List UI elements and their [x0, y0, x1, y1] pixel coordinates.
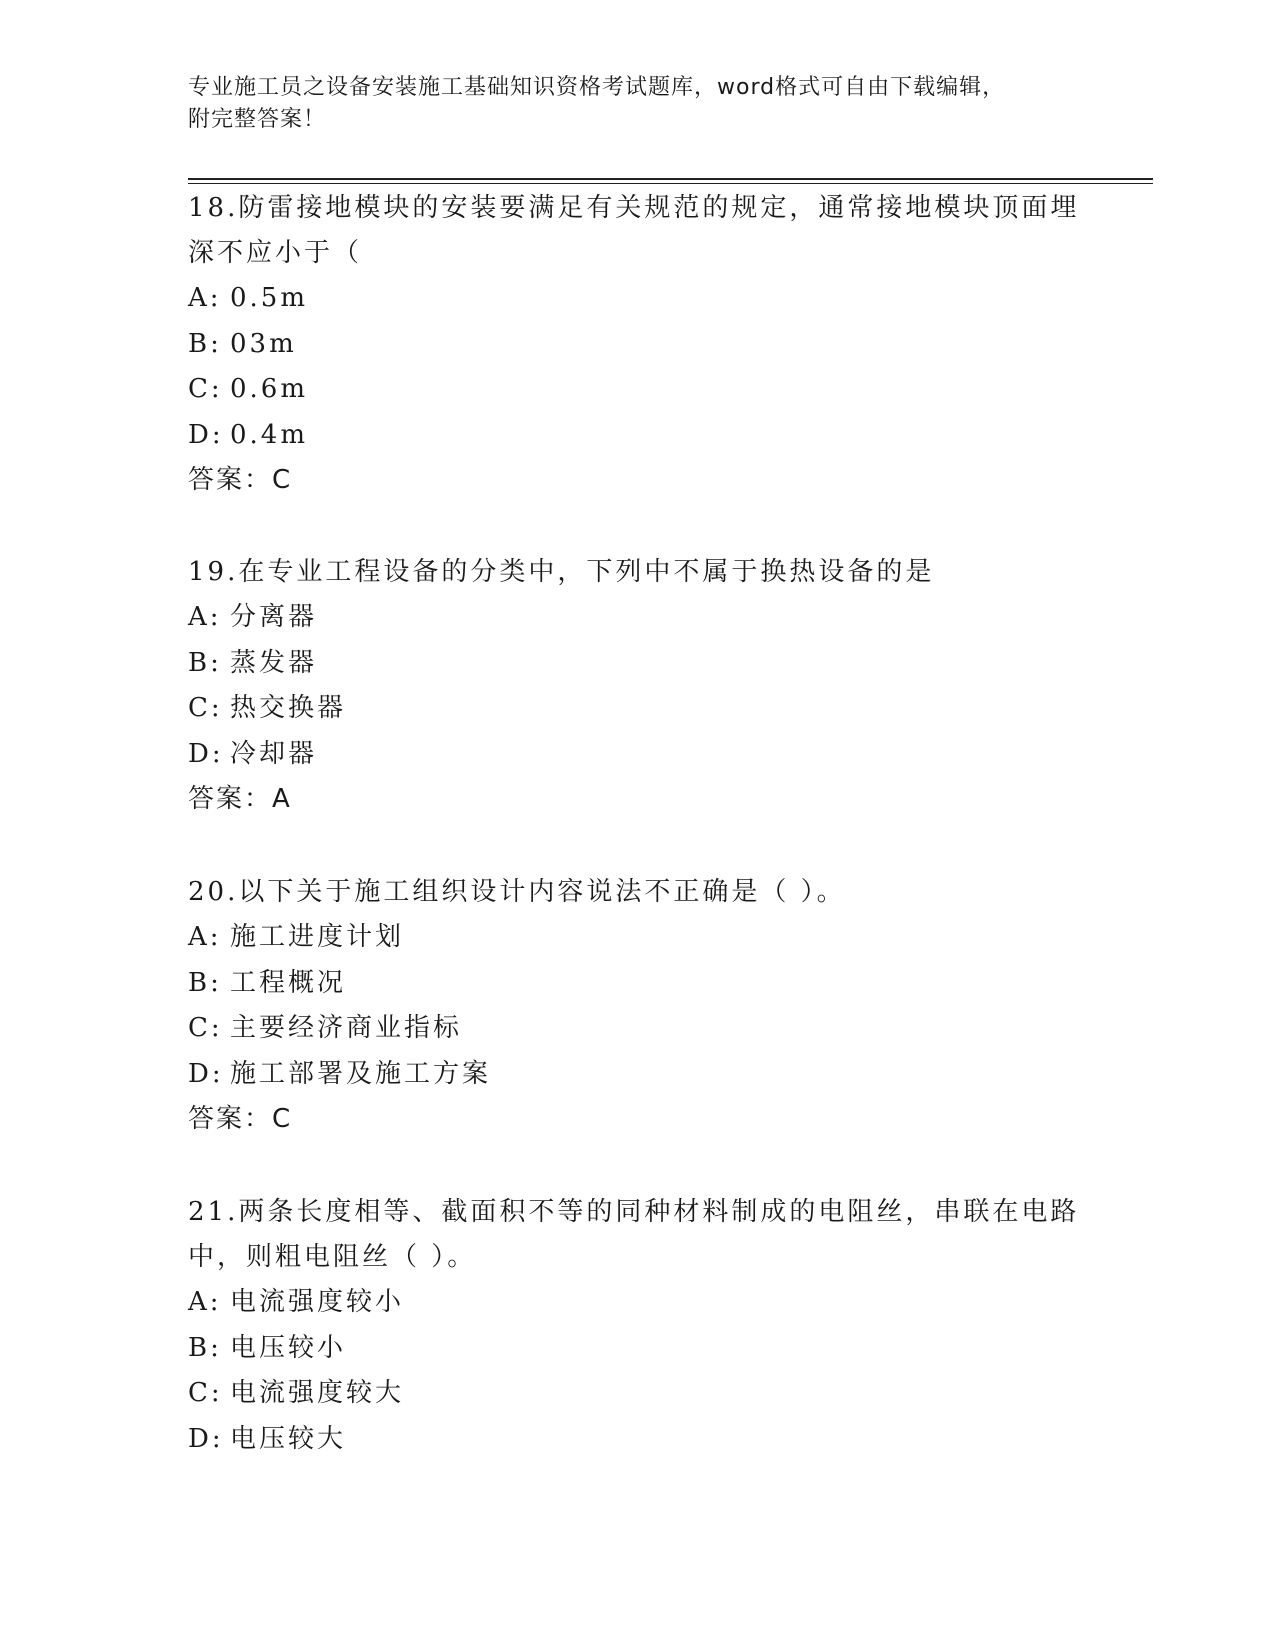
option-key: D: [188, 1058, 224, 1089]
option-b [188, 322, 1088, 368]
option-key: A: [188, 922, 222, 952]
option-key: B: [188, 647, 222, 678]
option-text: 施工进度计划 [230, 922, 405, 952]
question-19 [188, 550, 1088, 821]
header-line-1: 专业施工员之设备安装施工基础知识资格考试题库，word格式可自由下载编辑， [188, 75, 1006, 100]
document-header [188, 72, 1088, 136]
option-b [188, 641, 1088, 687]
option-b [188, 961, 1088, 1007]
option-text: 主要经济商业指标 [230, 1013, 463, 1043]
question-text-line: 中，则粗电阻丝（ ）。 [188, 1242, 477, 1272]
question-text-line: 20.以下关于施工组织设计内容说法不正确是（ ）。 [188, 877, 846, 907]
option-key: C: [188, 374, 223, 404]
option-a [188, 1280, 1088, 1326]
option-key: B: [188, 1332, 222, 1363]
option-key: D: [188, 419, 224, 450]
option-text: 蒸发器 [230, 647, 318, 678]
option-key: D: [188, 1423, 224, 1454]
option-text: 0.5m [230, 283, 309, 313]
option-a [188, 276, 1088, 322]
option-text: 电压较小 [230, 1332, 347, 1363]
option-key: B: [188, 967, 222, 998]
option-text: 冷却器 [230, 738, 318, 769]
option-c [188, 686, 1088, 732]
option-text: 03m [230, 328, 297, 359]
option-c [188, 367, 1088, 413]
option-key: A: [188, 283, 222, 313]
answer-line: 答案：C [188, 465, 293, 495]
option-key: C: [188, 1378, 223, 1408]
option-key: B: [188, 328, 222, 359]
option-text: 电流强度较小 [230, 1287, 405, 1317]
option-a [188, 595, 1088, 641]
question-text-line: 18.防雷接地模块的安装要满足有关规范的规定，通常接地模块顶面埋 [188, 193, 1080, 223]
option-key: C: [188, 693, 223, 723]
question-20 [188, 870, 1088, 1141]
question-21 [188, 1190, 1088, 1462]
option-c [188, 1006, 1088, 1052]
header-divider-thin [188, 183, 1153, 184]
option-text: 热交换器 [230, 693, 347, 723]
question-text-line: 深不应小于（ [188, 238, 363, 268]
option-b [188, 1326, 1088, 1372]
answer-line: 答案：C [188, 1104, 293, 1134]
option-text: 工程概况 [230, 967, 347, 998]
option-key: A: [188, 1287, 222, 1317]
option-d [188, 732, 1088, 778]
option-text: 0.4m [230, 419, 309, 450]
option-text: 电流强度较大 [230, 1378, 405, 1408]
option-key: D: [188, 738, 224, 769]
option-text: 分离器 [230, 602, 318, 632]
option-d [188, 1052, 1088, 1098]
question-text-line: 21.两条长度相等、截面积不等的同种材料制成的电阻丝，串联在电路 [188, 1197, 1080, 1227]
option-text: 0.6m [230, 374, 309, 404]
option-key: A: [188, 602, 222, 632]
option-a [188, 915, 1088, 961]
option-d [188, 413, 1088, 459]
option-d [188, 1417, 1088, 1463]
header-divider-thick [188, 178, 1153, 180]
question-text-line: 19.在专业工程设备的分类中，下列中不属于换热设备的是 [188, 557, 935, 587]
option-text: 电压较大 [230, 1423, 347, 1454]
option-c [188, 1371, 1088, 1417]
option-text: 施工部署及施工方案 [230, 1058, 492, 1089]
answer-line: 答案：A [188, 784, 292, 814]
question-18 [188, 186, 1088, 502]
option-key: C: [188, 1013, 223, 1043]
header-line-2: 附完整答案！ [188, 107, 327, 132]
